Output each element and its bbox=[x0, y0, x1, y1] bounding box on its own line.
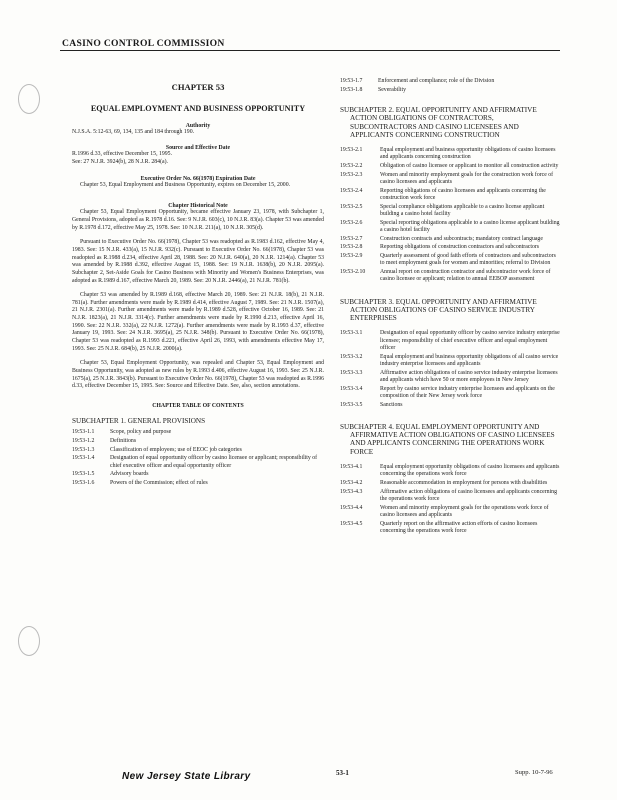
toc-list bbox=[72, 429, 324, 487]
section-title: Obligation of casino licensee or applicant to monitor all construction activity bbox=[380, 163, 559, 170]
section-title: Designation of equal opportunity officer by casino service industry enterprise licensee; responsibility of chief executive officer and equal employment officer bbox=[380, 330, 560, 351]
section-number: 19:53-1.2 bbox=[72, 437, 95, 444]
section-title: Classification of employees; use of EEOC job categories bbox=[110, 446, 242, 453]
history-paragraph: Chapter 53, Equal Employment Opportunity, was repealed and Chapter 53, Equal Employment and Business Opportunity, was adopted as new rules by R.1993 d.406, effective August 16, 1993. See: 25 N.J.R. 1675(a), 25 N.J.R. 3843(b). Pursuant to Executive Order No. 66(1978), Chapter 53 was readopted as R.1996 d.33, effective December 15, 1995. See: Source and Effective Date. See, also, section annotations. bbox=[72, 360, 324, 390]
section-title: Affirmative action obligations of casino licensees and applicants concerning the operations work force bbox=[380, 488, 557, 502]
toc-list bbox=[340, 330, 560, 408]
section-title: Definitions bbox=[110, 437, 137, 444]
section-title: Affirmative action obligations of casino service industry enterprise licensees and applicants which have 50 or more employees in New Jersey bbox=[380, 369, 558, 383]
section-number: 19:53-2.8 bbox=[340, 244, 363, 251]
section-title: Powers of the Commission; effect of rules bbox=[110, 480, 208, 487]
section-number: 19:53-2.9 bbox=[340, 253, 363, 260]
section-title: Equal employment and business opportunity obligations of all casino service industry enterprise licensees and applicants bbox=[380, 353, 559, 367]
section-title: Reasonable accommodation in employment for persons with disabilities bbox=[380, 479, 548, 486]
section-title: Special compliance obligations applicable to a casino license applicant building a casino hotel facility bbox=[380, 203, 545, 217]
section-title: Scope, policy and purpose bbox=[110, 429, 172, 436]
section-number: 19:53-4.1 bbox=[340, 463, 363, 470]
source-heading: Source and Effective Date bbox=[165, 145, 231, 152]
section-title: Enforcement and compliance; role of the Division bbox=[378, 78, 495, 84]
authority-heading: Authority bbox=[185, 122, 211, 129]
section-title: Quarterly report on the affirmative action efforts of casino licensees concerning the operations work force bbox=[380, 520, 538, 534]
section-title: Equal employment opportunity obligations of casino licensees and applicants concerning the operations work force bbox=[380, 463, 560, 478]
toc-entry[interactable] bbox=[340, 489, 560, 503]
toc-entry[interactable] bbox=[340, 480, 560, 487]
section-title: Special reporting obligations applicable to a casino license applicant building a casino hotel facility bbox=[380, 219, 560, 233]
toc-entry[interactable] bbox=[340, 402, 560, 409]
subchapter-4-heading: SUBCHAPTER 4. EQUAL EMPLOYMENT OPPORTUNITY AND AFFIRMATIVE ACTION OBLIGATIONS OF CASINO LICENSEES AND APPLICANTS CONCERNING THE OPERATIONS WORK FORCE bbox=[340, 422, 555, 456]
source-text-2: See: 27 N.J.R. 3924(b), 28 N.J.R. 284(a). bbox=[72, 159, 168, 166]
subchapter-1-heading: SUBCHAPTER 1. GENERAL PROVISIONS bbox=[72, 416, 206, 425]
toc-entry[interactable] bbox=[72, 455, 324, 469]
header-rule bbox=[60, 50, 560, 51]
section-number: 19:53-1.4 bbox=[72, 455, 95, 462]
section-number: 19:53-1.8 bbox=[340, 86, 363, 93]
section-number: 19:53-3.1 bbox=[340, 330, 363, 337]
section-number: 19:53-2.4 bbox=[340, 187, 363, 194]
section-title: Women and minority employment goals for the construction work force of casino licensees and applicants bbox=[380, 171, 554, 186]
page-number: 53-1 bbox=[336, 769, 349, 777]
toc-entry[interactable] bbox=[340, 253, 560, 267]
toc-entry[interactable] bbox=[340, 505, 560, 519]
section-title: Equal employment and business opportunity obligations of casino licensees and applicants concerning construction bbox=[380, 147, 556, 161]
toc-entry[interactable] bbox=[340, 163, 560, 170]
subchapter-2-heading: SUBCHAPTER 2. EQUAL OPPORTUNITY AND AFFIRMATIVE ACTION OBLIGATIONS OF CONTRACTORS, SUBCONTRACTORS AND CASINO LICENSEES AND APPLICANTS CONCERNING CONSTRUCTION bbox=[340, 105, 537, 139]
history-paragraph: Pursuant to Executive Order No. 66(1978), Chapter 53 was readopted as R.1983 d.162, effective May 4, 1983. See: 15 N.J.R. 433(a), 15 N.J.R. 932(c). Pursuant to Executive Order No. 66(1978), Chapter 53 was readopted as R.1988 d.234, effective April 28, 1988. See: 20 N.J.R. 640(a), 20 N.J.R. 1214(a). Chapter 53 was amended by R.1988 d.392, effective August 15, 1988. See: 19 N.J.R. 1638(b), 20 N.J.R. 2095(a). Subchapter 2, Set-Aside Goals for Casino Business with Minority and Women's Business Enterprises, was adopted as R.1989 d.167, effective March 20, 1989. See: 20 N.J.R. 2446(a), 21 N.J.R. 781(b). bbox=[72, 239, 324, 284]
section-number: 19:53-1.5 bbox=[72, 471, 95, 478]
subchapter-3-heading: SUBCHAPTER 3. EQUAL OPPORTUNITY AND AFFIRMATIVE ACTION OBLIGATIONS OF CASINO SERVICE INDUSTRY ENTERPRISES bbox=[340, 297, 537, 323]
toc-list bbox=[340, 78, 560, 94]
authority-text: N.J.S.A. 5:12-63, 69, 134, 135 and 184 through 190. bbox=[72, 128, 195, 135]
section-number: 19:53-2.3 bbox=[340, 171, 363, 178]
toc-list bbox=[340, 147, 560, 283]
section-number: 19:53-4.5 bbox=[340, 520, 363, 527]
toc-entry[interactable] bbox=[340, 220, 560, 234]
toc-entry[interactable] bbox=[340, 236, 560, 243]
section-number: 19:53-2.1 bbox=[340, 147, 363, 154]
section-title: Severability bbox=[378, 86, 407, 93]
running-head: CASINO CONTROL COMMISSION bbox=[62, 38, 225, 49]
section-number: 19:53-3.2 bbox=[340, 353, 363, 360]
toc-entry[interactable] bbox=[340, 87, 560, 94]
section-number: 19:53-2.10 bbox=[340, 269, 366, 276]
toc-entry[interactable] bbox=[72, 438, 324, 445]
toc-entry[interactable] bbox=[340, 188, 560, 202]
toc-entry[interactable] bbox=[340, 370, 560, 384]
section-number: 19:53-2.6 bbox=[340, 219, 363, 226]
section-number: 19:53-1.7 bbox=[340, 78, 363, 84]
toc-entry[interactable] bbox=[72, 471, 324, 478]
chapter-title: EQUAL EMPLOYMENT AND BUSINESS OPPORTUNITY bbox=[90, 104, 306, 113]
toc-entry[interactable] bbox=[72, 480, 324, 487]
section-number: 19:53-4.3 bbox=[340, 488, 363, 495]
section-number: 19:53-1.1 bbox=[72, 429, 95, 436]
section-number: 19:53-2.2 bbox=[340, 163, 363, 170]
exec-order-heading: Executive Order No. 66(1978) Expiration Date bbox=[140, 175, 256, 182]
toc-entry[interactable] bbox=[340, 78, 560, 85]
history-paragraph: Chapter 53 was amended by R.1989 d.168, effective March 20, 1989. See: 21 N.J.R. 18(b), 21 N.J.R. 781(a). Further amendments were made by R.1989 d.414, effective August 7, 1989. See: 21 N.J.R. 1507(a), 21 N.J.R. 2301(a). Further amendments were made by R.1989 d.528, effective October 16, 1989. See: 21 N.J.R. 1823(a), 21 N.J.R. 3314(c). Further amendments were made by R.1990 d.213, effective April 16, 1990. See: 22 N.J.R. 332(a), 22 N.J.R. 1272(a). Further amendments were made by R.1993 d.37, effective January 19, 1993. See: 24 N.J.R. 3695(a), 25 N.J.R. 348(b). Pursuant to Executive Order No. 66(1978), Chapter 53 was readopted as R.1993 d.221, effective April 26, 1993, with amendments effective May 17, 1993. See: 25 N.J.R. 684(b), 25 N.J.R. 2000(a). bbox=[72, 292, 324, 352]
source-text-1: R.1996 d.33, effective December 15, 1995. bbox=[72, 151, 173, 158]
toc-entry[interactable] bbox=[340, 354, 560, 368]
section-number: 19:53-2.7 bbox=[340, 235, 363, 242]
section-number: 19:53-3.3 bbox=[340, 369, 363, 376]
section-number: 19:53-4.2 bbox=[340, 479, 363, 486]
supplement-date: Supp. 10-7-96 bbox=[515, 769, 553, 776]
toc-entry[interactable] bbox=[340, 386, 560, 400]
hole-punch-mark bbox=[18, 626, 40, 656]
history-heading: Chapter Historical Note bbox=[168, 203, 228, 210]
section-title: Sanctions bbox=[380, 401, 403, 408]
chapter-number: CHAPTER 53 bbox=[171, 82, 225, 92]
section-title: Designation of equal opportunity officer by casino licensee or applicant; responsibility of chief executive officer and equal opportunity officer bbox=[110, 455, 318, 469]
right-column bbox=[340, 78, 560, 537]
toc-entry[interactable] bbox=[340, 147, 560, 161]
exec-order-text: Chapter 53, Equal Employment and Business Opportunity, expires on December 15, 2000. bbox=[80, 181, 291, 188]
hole-punch-mark bbox=[18, 84, 40, 114]
section-title: Reporting obligations of casino licensees and applicants concerning the construction work force bbox=[380, 187, 546, 201]
toc-entry[interactable] bbox=[340, 172, 560, 186]
toc-entry[interactable] bbox=[340, 330, 560, 352]
toc-entry[interactable] bbox=[340, 521, 560, 535]
section-number: 19:53-1.3 bbox=[72, 446, 95, 453]
section-title: Women and minority employment goals for the operations work force of casino licensees and applicants bbox=[380, 504, 549, 518]
section-title: Reporting obligations of construction contractors and subcontractors bbox=[380, 244, 540, 251]
section-number: 19:53-3.4 bbox=[340, 385, 363, 392]
toc-entry[interactable] bbox=[72, 447, 324, 454]
section-number: 19:53-2.5 bbox=[340, 203, 363, 210]
section-number: 19:53-1.6 bbox=[72, 480, 95, 487]
section-title: Construction contracts and subcontracts; mandatory contract language bbox=[380, 235, 543, 242]
toc-entry[interactable] bbox=[72, 429, 324, 436]
toc-list bbox=[340, 464, 560, 535]
library-watermark: New Jersey State Library bbox=[122, 771, 251, 782]
section-title: Report by casino service industry enterprise licensees and applicants on the composition of their New Jersey work force bbox=[380, 385, 555, 399]
section-title: Annual report on construction contractor and subcontractor work force of casino licensee or applicant; relation to annual EEBOP assessment bbox=[380, 269, 551, 283]
toc-entry[interactable] bbox=[340, 269, 560, 283]
section-number: 19:53-4.4 bbox=[340, 504, 363, 511]
toc-entry[interactable] bbox=[340, 244, 560, 251]
section-title: Quarterly assessment of good faith efforts of contractors and subcontractors to meet employment goals for women and minorities; referral to Division bbox=[380, 253, 556, 267]
section-title: Advisory boards bbox=[110, 471, 149, 478]
toc-heading: CHAPTER TABLE OF CONTENTS bbox=[152, 402, 244, 409]
toc-entry[interactable] bbox=[340, 204, 560, 218]
section-number: 19:53-3.5 bbox=[340, 401, 363, 408]
left-column bbox=[72, 78, 324, 489]
history-paragraph: Chapter 53, Equal Employment Opportunity, became effective January 23, 1978, with Subchapter 1, General Provisions, adopted as R.1978 d.16. See: 9 N.J.R. 603(c), 10 N.J.R. 83(a). Chapter 53 was amended by R.1978 d.172, effective May 25, 1978. See: 10 N.J.R. 211(a), 10 N.J.R. 305(d). bbox=[72, 209, 324, 231]
toc-entry[interactable] bbox=[340, 464, 560, 478]
